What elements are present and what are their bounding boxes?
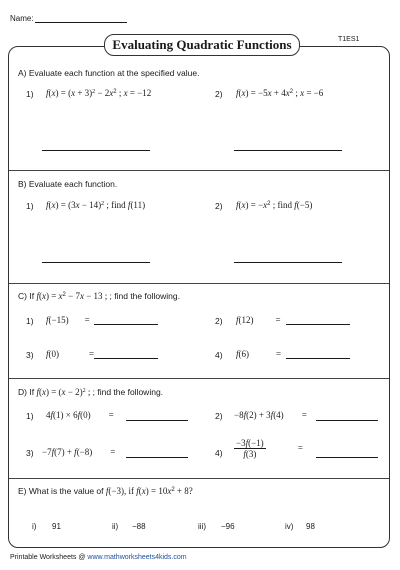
b1-expression: $f(x) = (3x - 14)^2$ ; find f(11) [46, 200, 146, 210]
d1-expression: 4f(1) × 6f(0) = [46, 410, 114, 420]
c4-answer-line[interactable] [286, 358, 350, 359]
a2-expression: $f(x) = -5x + 4x^2$ ; x = −6 [236, 88, 324, 98]
option-ii-value[interactable]: −88 [132, 522, 146, 531]
d1-number: 1) [26, 411, 34, 421]
c1-number: 1) [26, 316, 34, 326]
c3-expression: f(0) = [46, 349, 95, 359]
option-iii-value[interactable]: −96 [221, 522, 235, 531]
footer-prefix: Printable Worksheets @ [10, 554, 86, 561]
section-divider [9, 378, 389, 379]
d2-number: 2) [215, 411, 223, 421]
section-d-heading-suffix: ; find the following. [92, 387, 164, 397]
option-iv-label: iv) [285, 522, 294, 531]
a1-answer-line[interactable] [42, 150, 150, 151]
footer [10, 554, 187, 561]
c2-expression: f(12) = [236, 315, 281, 325]
option-i-value[interactable]: 91 [52, 522, 61, 531]
b1-answer-line[interactable] [42, 262, 150, 263]
section-c-heading-prefix: C) If [18, 291, 35, 301]
name-label: Name: [10, 14, 34, 23]
section-divider [9, 170, 389, 171]
c3-answer-line[interactable] [94, 358, 158, 359]
d1-answer-line[interactable] [126, 420, 188, 421]
b2-number: 2) [215, 201, 223, 211]
d2-answer-line[interactable] [316, 420, 378, 421]
d4-number: 4) [215, 448, 223, 458]
c3-number: 3) [26, 350, 34, 360]
c1-expression: f(−15) = [46, 315, 90, 325]
section-e-heading-prefix: E) What is the value of [18, 486, 104, 496]
section-c-heading: C) If $f(x) = x^2 - 7x - 13$ ; ; find the following. [18, 291, 180, 301]
footer-link[interactable]: www.mathworksheets4kids.com [87, 554, 187, 561]
section-divider [9, 283, 389, 284]
a2-number: 2) [215, 89, 223, 99]
section-e-heading: E) What is the value of f(−3), if $f(x) = 10x^2 + 8$? [18, 486, 193, 496]
section-d-heading-prefix: D) If [18, 387, 35, 397]
d4-answer-line[interactable] [316, 457, 378, 458]
page-title: Evaluating Quadratic Functions [104, 34, 300, 56]
option-ii-label: ii) [112, 522, 119, 531]
c4-number: 4) [215, 350, 223, 360]
option-iv-value[interactable]: 98 [306, 522, 315, 531]
option-iii-label: iii) [198, 522, 206, 531]
d3-answer-line[interactable] [126, 457, 188, 458]
section-b-heading: B) Evaluate each function. [18, 179, 118, 189]
d2-expression: −8f(2) + 3f(4) = [234, 410, 307, 420]
name-field[interactable] [35, 22, 127, 23]
d3-number: 3) [26, 448, 34, 458]
c4-expression: f(6) = [236, 349, 282, 359]
c1-answer-line[interactable] [94, 324, 158, 325]
section-c-heading-suffix: ; find the following. [109, 291, 180, 301]
b2-answer-line[interactable] [234, 262, 342, 263]
option-i-label: i) [32, 522, 37, 531]
section-d-heading: D) If $f(x) = (x - 2)^2$ ; ; find the following. [18, 387, 164, 397]
section-divider [9, 478, 389, 479]
a2-answer-line[interactable] [234, 150, 342, 151]
a1-expression: $f(x) = (x + 3)^2 - 2x^2$ ; x = −12 [46, 88, 152, 98]
a1-number: 1) [26, 89, 34, 99]
worksheet-code: T1ES1 [338, 36, 360, 43]
section-a-heading: A) Evaluate each function at the specified value. [18, 68, 200, 78]
b2-expression: $f(x) = -x^2$ ; find f(−5) [236, 200, 313, 210]
c2-answer-line[interactable] [286, 324, 350, 325]
c2-number: 2) [215, 316, 223, 326]
d4-expression: $\frac{-3f(-1)}{f(3)}$ = [236, 438, 303, 459]
d3-expression: −7f(7) + f(−8) = [42, 447, 116, 457]
b1-number: 1) [26, 201, 34, 211]
